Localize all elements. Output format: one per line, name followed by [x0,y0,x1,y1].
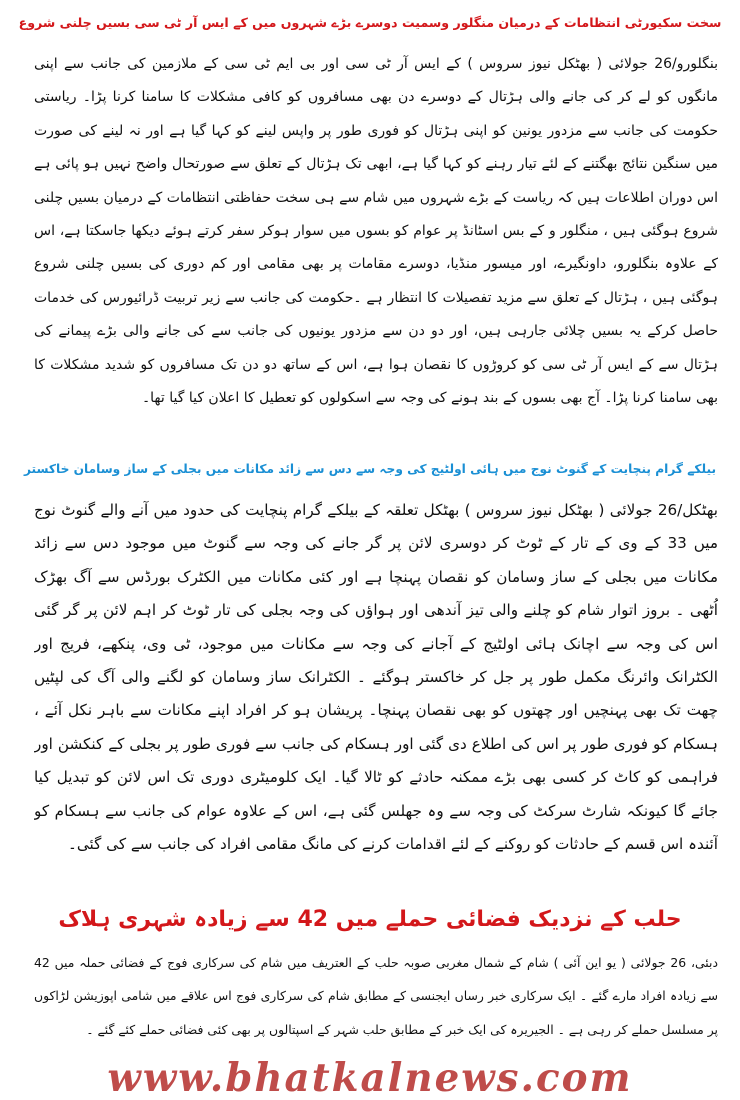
site-watermark: www.bhatkalnews.com [107,1058,633,1100]
article-belke-high-voltage [34,494,718,892]
article-body: بنگلورو/26 جولائی ( بھٹکل نیوز سروس ) کے ایس آر ٹی سی اور بی ایم ٹی سی کے ملازمین کی جانب سے اپنی مانگوں کو لے کر کی جانے والی ہڑتال کے دوسرے دن بھی مسافروں کو کافی مشکلات کا سامنا کرنا پڑا۔ ریاستی حکومت کی جانب سے مزدور یونین کو اپنی ہڑتال کو فوری طور پر واپس لینے کو کہا گیا ہے اور نہ لینے کی صورت میں سنگین نتائج بھگتنے کے لئے تیار رہنے کو کہا گیا ہے، ابھی تک ہڑتال کے تعلق سے صورتحال واضح نہیں ہو پائی ہے اس دوران اطلاعات ہیں کہ ریاست کے بڑے شہروں میں شام سے ہی سخت حفاظتی انتظامات کے درمیان بسیں چلنی شروع ہوگئی ہیں ، منگلور و کے بس اسٹانڈ پر عوام کو بسوں میں سوار ہوکر سفر کرتے ہوئے دیکھا جاسکتا ہے، اس کے علاوہ بنگلورو، داونگیرے، اور میسور منڈیا، دوسرے مقامات پر بھی مقامی اور کم دوری کی بسیں چلنی شروع ہوگئی ہیں ، ہڑتال کے تعلق سے مزید تفصیلات کا انتظار ہے ۔حکومت کی جانب سے زیر تربیت ڈرائیورس کی خدمات حاصل کرکے یہ بسیں چلائی جارہی ہیں، اور دو دن سے مزدور یونیوں کی جانب سے کی جانے والی بڑے پیمانے کی ہڑتال سے کے ایس آر ٹی سی کو کروڑوں کا نقصان ہوا ہے، اس کے ساتھ دو دن تک مسافروں کو شدید مشکلات کا بھی سامنا کرنا پڑا۔ آج بھی بسوں کے بند ہونے کی وجہ سے اسکولوں کو تعطیل کا اعلان کیا گیا تھا۔ [34,56,718,407]
headline-aleppo-airstrike: حلب کے نزدیک فضائی حملے میں 42 سے زیادہ شہری ہلاک [58,907,682,932]
article-ksrtc-buses [34,48,718,444]
article-body: دبئی، 26 جولائی ( یو این آئی ) شام کے شمال مغربی صوبہ حلب کے العتریف میں شام کی سرکاری فوج کے فضائی حملہ میں 42 سے زیادہ افراد مارے گئے ۔ ایک سرکاری خبر رساں ایجنسی کے مطابق شام کی سرکاری فوج اس علاقے میں شامی اپوزیشن لڑاکوں پر مسلسل حملے کر رہی ہے ۔ الجیریرہ کی ایک خبر کے مطابق حلب شہر کے اسپتالوں پر بھی کئی فضائی حملے کئے گئے ۔ [34,955,718,1037]
headline-belke-high-voltage: بیلکے گرام پنچایت کے گنوٹ نوج میں ہائی اولٹیج کی وجہ سے دس سے زائد مکانات میں بجلی کے ساز وسامان خاکستر [23,462,717,476]
article-body: بھٹکل/26 جولائی ( بھٹکل نیوز سروس ) بھٹکل تعلقہ کے بیلکے گرام پنچایت کی حدود میں آنے والے گنوٹ نوج میں 33 کے وی کے تار کے ٹوٹ کر دوسری لائن پر گر جانے کی وجہ سے گنوٹ میں موجود دس سے زائد مکانات میں بجلی کے ساز وسامان کو نقصان پہنچا ہے اور کئی مکانات میں الکٹرک بورڈس سے آگ بھڑک اُٹھی ۔ بروز اتوار شام کو چلنے والی تیز آندھی اور ہواؤں کی وجہ بجلی کی تار ٹوٹ کر اہم لائن پر گر گئی اس کی وجہ سے اچانک ہائی اولٹیج کے آجانے کی وجہ سے مکانات میں موجود، ٹی وی، پنکھے، فریج اور الکٹرانک وائرنگ مکمل طور پر جل کر خاکستر ہوگئے ۔ الکٹرانک ساز وسامان کو لگنے والی آگ کی لپٹیں چھت تک بھی پہنچیں اور چھتوں کو بھی نقصان پہنچا۔ پریشان ہو کر افراد اپنے مکانات سے باہر نکل آئے ، ہسکام کو فوری طور پر اس کی اطلاع دی گئی اور ہسکام کی جانب سے فوری طور پر بجلی کے کنکشن اور فراہمی کو کاٹ کر کسی بھی بڑے ممکنہ حادثے کو ٹالا گیا۔ ایک کلومیٹری دوری تک اس لائن کو تبدیل کیا جائے گا کیونکہ شارٹ سرکٹ کی وجہ سے وہ جھلس گئی ہے، اس کے علاوہ عوام کی جانب سے ہسکام کو آئندہ اس قسم کے حادثات کو روکنے کے لئے اقدامات کرنے کی مانگ مقامی افراد کی جانب سے کی گئی۔ [34,501,718,854]
article-aleppo-airstrike [34,946,718,1066]
headline-ksrtc-buses: سخت سکیورٹی انتظامات کے درمیان منگلور وسمیت دوسرے بڑے شہروں میں کے ایس آر ٹی سی بسیں چلنی شروع [18,15,722,30]
